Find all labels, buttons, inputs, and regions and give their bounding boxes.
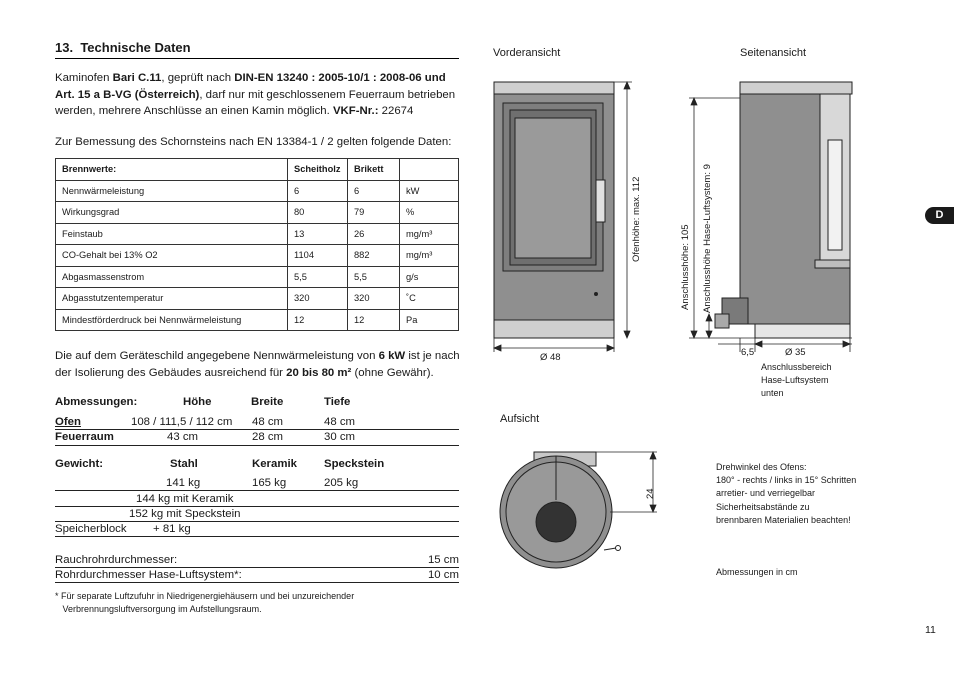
table-cell: Mindestförderdruck bei Nennwärmeleistung <box>56 309 288 331</box>
table-cell: Feinstaub <box>56 223 288 245</box>
weight-header: Gewicht: Stahl Keramik Speckstein <box>55 458 385 470</box>
table-cell: 12 <box>348 309 400 331</box>
ofenhoehe-label: Ofenhöhe: max. 112 <box>631 176 642 262</box>
table-cell: Brikett <box>348 159 400 181</box>
drehwinkel-note: Drehwinkel des Ofens: 180° - rechts / links in 15° Schritten arretier- und verriegelbar Sicherheitsabstände zu brennbaren Materialien beachten! <box>716 462 857 525</box>
table-cell: 320 <box>288 288 348 310</box>
table-cell: 13 <box>288 223 348 245</box>
table-cell: Nennwärmeleistung <box>56 180 288 202</box>
top-view-drawing <box>500 452 621 568</box>
abmessungen-cm-note: Abmessungen in cm <box>716 567 798 577</box>
table-cell: mg/m³ <box>400 245 459 267</box>
top-dim-label: 24 <box>645 488 656 499</box>
table-cell: ˚C <box>400 288 459 310</box>
table-cell: % <box>400 202 459 224</box>
language-badge: D <box>925 207 954 224</box>
dimensions-feuerraum-row: Feuerraum 43 cm 28 cm 30 cm <box>55 431 356 443</box>
top-view-title: Aufsicht <box>500 413 540 425</box>
table-cell: 882 <box>348 245 400 267</box>
table-cell: 79 <box>348 202 400 224</box>
weight-values-row: 141 kg 165 kg 205 kg <box>166 477 359 489</box>
side-diam-label: Ø 35 <box>785 347 806 358</box>
table-cell: 6 <box>348 180 400 202</box>
anschlussbereich-note: Anschlussbereich Hase-Luftsystem unten <box>761 362 832 399</box>
table-cell: 6 <box>288 180 348 202</box>
front-width-label: Ø 48 <box>540 352 561 363</box>
table-cell: Wirkungsgrad <box>56 202 288 224</box>
table-cell: Brennwerte: <box>56 159 288 181</box>
table-cell: Abgasstutzentemperatur <box>56 288 288 310</box>
table-cell: 26 <box>348 223 400 245</box>
table-cell: 80 <box>288 202 348 224</box>
side-view-title: Seitenansicht <box>740 47 807 59</box>
table-cell: g/s <box>400 266 459 288</box>
footnote: * Für separate Luftzufuhr in Niedrigenergiehäusern und bei unzureichender Verbrennungsluftversorgung im Aufstellungsraum. <box>55 591 355 614</box>
front-view-title: Vorderansicht <box>493 47 561 59</box>
heat-output-text: Die auf dem Geräteschild angegebene Nennwärmeleistung von 6 kW ist je nach der Isolierung des Gebäudes ausreichend für 20 bis 80 m² (ohne Gewähr). <box>55 350 460 379</box>
dimensions-ofen-row: Ofen 108 / 111,5 / 112 cm 48 cm 48 cm <box>55 416 356 428</box>
anschlusshoehe-hase-label: Anschlusshöhe Hase-Luftsystem: 9 <box>702 164 713 313</box>
intro-paragraph: Kaminofen Bari C.11, geprüft nach DIN-EN 13240 : 2005-10/1 : 2008-06 und Art. 15 a B-VG (Österreich), darf nur mit geschlossenem Feuerraum betrieben werden, mehrere Anschlüsse an einen Kamin möglich. VKF-Nr.: 22674 <box>55 72 456 118</box>
table-cell: 5,5 <box>288 266 348 288</box>
table-cell: 1104 <box>288 245 348 267</box>
table-cell: 12 <box>288 309 348 331</box>
table-cell: kW <box>400 180 459 202</box>
side-offset-label: 6,5 <box>741 347 755 358</box>
table-cell: Scheitholz <box>288 159 348 181</box>
dimensions-header: Abmessungen: Höhe Breite Tiefe <box>55 396 351 408</box>
speicherblock-row: Speicherblock + 81 kg <box>55 523 191 535</box>
table-cell: CO-Gehalt bei 13% O2 <box>56 245 288 267</box>
weight-keramik-row: 144 kg mit Keramik <box>136 493 234 505</box>
table-cell: mg/m³ <box>400 223 459 245</box>
front-view-drawing <box>494 82 614 338</box>
table-cell: Pa <box>400 309 459 331</box>
side-view-drawing <box>715 82 852 338</box>
table-cell: 320 <box>348 288 400 310</box>
rauchrohr-row: Rauchrohrdurchmesser: 15 cm <box>55 554 459 566</box>
page-number: 11 <box>925 624 936 636</box>
sizing-text: Zur Bemessung des Schornsteins nach EN 13384-1 / 2 gelten folgende Daten: <box>55 136 452 148</box>
table-cell: 5,5 <box>348 266 400 288</box>
anschlusshoehe-label: Anschlusshöhe: 105 <box>680 224 691 310</box>
weight-speckstein-row: 152 kg mit Speckstein <box>129 508 241 520</box>
section-title: 13. Technische Daten <box>55 40 191 55</box>
table-cell: Abgasmassenstrom <box>56 266 288 288</box>
hase-rohr-row: Rohrdurchmesser Hase-Luftsystem*: 10 cm <box>55 569 459 581</box>
